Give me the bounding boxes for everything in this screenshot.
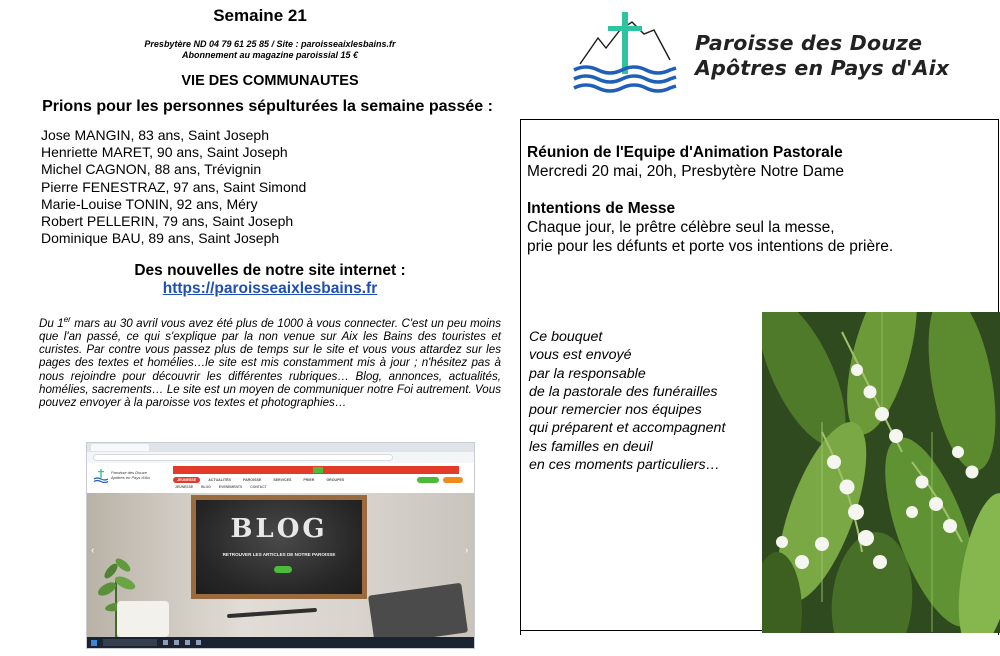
browser-tab — [91, 444, 149, 451]
board-button — [274, 566, 292, 573]
parish-name-line: Apôtres en Pays d'Aix — [695, 56, 950, 80]
calculator-image — [368, 583, 468, 639]
parish-name — [695, 31, 949, 81]
mass-text — [527, 219, 917, 256]
website-header — [87, 463, 475, 493]
menu-item: PRIER — [303, 478, 315, 482]
parish-name-line: Paroisse des Douze — [695, 31, 923, 55]
browser-address-bar — [87, 452, 474, 463]
list-item: Jose MANGIN, 83 ans, Saint Joseph — [41, 127, 269, 143]
blog-word: BLOG — [230, 514, 328, 544]
section-title: VIE DES COMMUNAUTES — [181, 73, 359, 89]
list-item: Marie-Louise TONIN, 92 ans, Méry — [41, 195, 258, 212]
chevron-right-icon: › — [465, 545, 469, 556]
mass-title: Intentions de Messe — [527, 200, 676, 217]
bouquet-line: par la responsable — [529, 365, 646, 382]
site-name: Paroisse des Douze Apôtres en Pays d'Aix — [111, 470, 151, 480]
board-subtitle: RETROUVER LES ARTICLES DE NOTRE PAROISSE — [222, 552, 336, 557]
news-text-sup: er — [63, 315, 71, 324]
taskbar-app-icon — [163, 640, 168, 645]
chalkboard — [191, 495, 367, 599]
list-item: Michel CAGNON, 88 ans, Trévignin — [41, 161, 262, 178]
bouquet-line: Ce bouquet — [529, 329, 603, 345]
pot-image — [117, 601, 169, 637]
taskbar-search — [103, 639, 157, 646]
bouquet-message — [529, 328, 725, 474]
list-item: Dominique BAU, 89 ans, Saint Joseph — [41, 230, 280, 247]
parish-logo-icon — [570, 8, 680, 94]
menu-item: SERVICES — [273, 478, 292, 482]
menu-item: JEUNESSE — [173, 477, 200, 483]
contact-info — [0, 39, 540, 61]
website-page — [87, 463, 475, 639]
bouquet-line: en ces moments particuliers… — [529, 457, 720, 474]
mini-logo-icon — [93, 469, 109, 483]
browser-tabbar — [87, 443, 474, 452]
taskbar-app-icon — [185, 640, 190, 645]
website-screenshot — [86, 442, 475, 649]
submenu-item: JEUNESSE — [175, 485, 194, 489]
mass-line: Chaque jour, le prêtre célèbre seul la messe, — [527, 219, 835, 236]
list-item: Robert PELLERIN, 79 ans, Saint Joseph — [41, 213, 294, 230]
prayer-title: Prions pour les personnes sépulturées la semaine passée : — [42, 98, 493, 115]
list-item: Henriette MARET, 90 ans, Saint Joseph — [41, 144, 288, 161]
windows-start-icon — [91, 640, 97, 646]
taskbar — [87, 637, 475, 648]
news-paragraph — [39, 313, 501, 409]
news-title: Des nouvelles de notre site internet : — [134, 262, 406, 279]
lily-of-the-valley-photo — [762, 312, 1000, 633]
bouquet-line: qui préparent et accompagnent — [529, 420, 726, 437]
submenu-item: BLOG — [201, 485, 211, 489]
website-menu — [173, 477, 348, 483]
bouquet-line: de la pastorale des funérailles — [529, 383, 718, 400]
news-text-start: Du 1 — [39, 316, 64, 330]
news-text-rest: mars au 30 avril vous avez été plus de 1000 à vous connecter. C'est un peu moins que l'an passé, ce qui s'explique par la non venue sur Aix les Bains des touristes et curistes. Par contre vous passez plus de temps sur le site et vous vous attardez sur les pages des textes et homélies…le site est mis constamment mis à jour ; n'hésitez pas à nous rejoindre pour découvrir les différentes rubriques… Blog, annonces, actualités, homélies, sacrements… Le site est un moyen de communiquer notre Foi autrement. Vous pouvez envoyer à la paroisse vos textes et photographies… — [39, 316, 502, 410]
meeting-text: Mercredi 20 mai, 20h, Presbytère Notre Dame — [527, 163, 845, 180]
contact-line: Presbytère ND 04 79 61 25 85 / Site : paroisseaixlesbains.fr — [144, 39, 396, 49]
chevron-left-icon: ‹ — [91, 545, 95, 556]
url-field — [93, 454, 393, 461]
frame-divider — [520, 630, 762, 631]
mass-line: prie pour les défunts et porte vos intentions de prière. — [527, 237, 894, 255]
bouquet-line: les familles en deuil — [529, 438, 653, 455]
list-item: Pierre FENESTRAZ, 97 ans, Saint Simond — [41, 178, 307, 195]
pen-image — [227, 608, 317, 618]
menu-item: GROUPES — [326, 478, 345, 482]
green-button — [417, 477, 439, 483]
submenu-item: CONTACT — [250, 485, 267, 489]
taskbar-app-icon — [196, 640, 201, 645]
taskbar-app-icon — [174, 640, 179, 645]
menu-item: ACTUALITÉS — [208, 478, 231, 482]
subscription-line: Abonnement au magazine paroissial 15 € — [181, 50, 359, 60]
submenu-item: EVENEMENTS — [218, 485, 243, 489]
menu-item: PAROISSE — [242, 478, 262, 482]
orange-button — [443, 477, 463, 483]
blog-hero-image — [87, 493, 475, 639]
week-title: Semaine 21 — [213, 6, 307, 25]
bouquet-line: pour remercier nos équipes — [529, 402, 702, 419]
deceased-list — [41, 127, 306, 247]
meeting-title: Réunion de l'Equipe d'Animation Pastorale — [527, 144, 843, 161]
website-link[interactable]: https://paroisseaixlesbains.fr — [162, 280, 378, 297]
announcement-button — [313, 467, 323, 473]
announcement-bar — [173, 466, 459, 474]
website-submenu — [175, 485, 267, 489]
bouquet-line: vous est envoyé — [529, 347, 632, 364]
